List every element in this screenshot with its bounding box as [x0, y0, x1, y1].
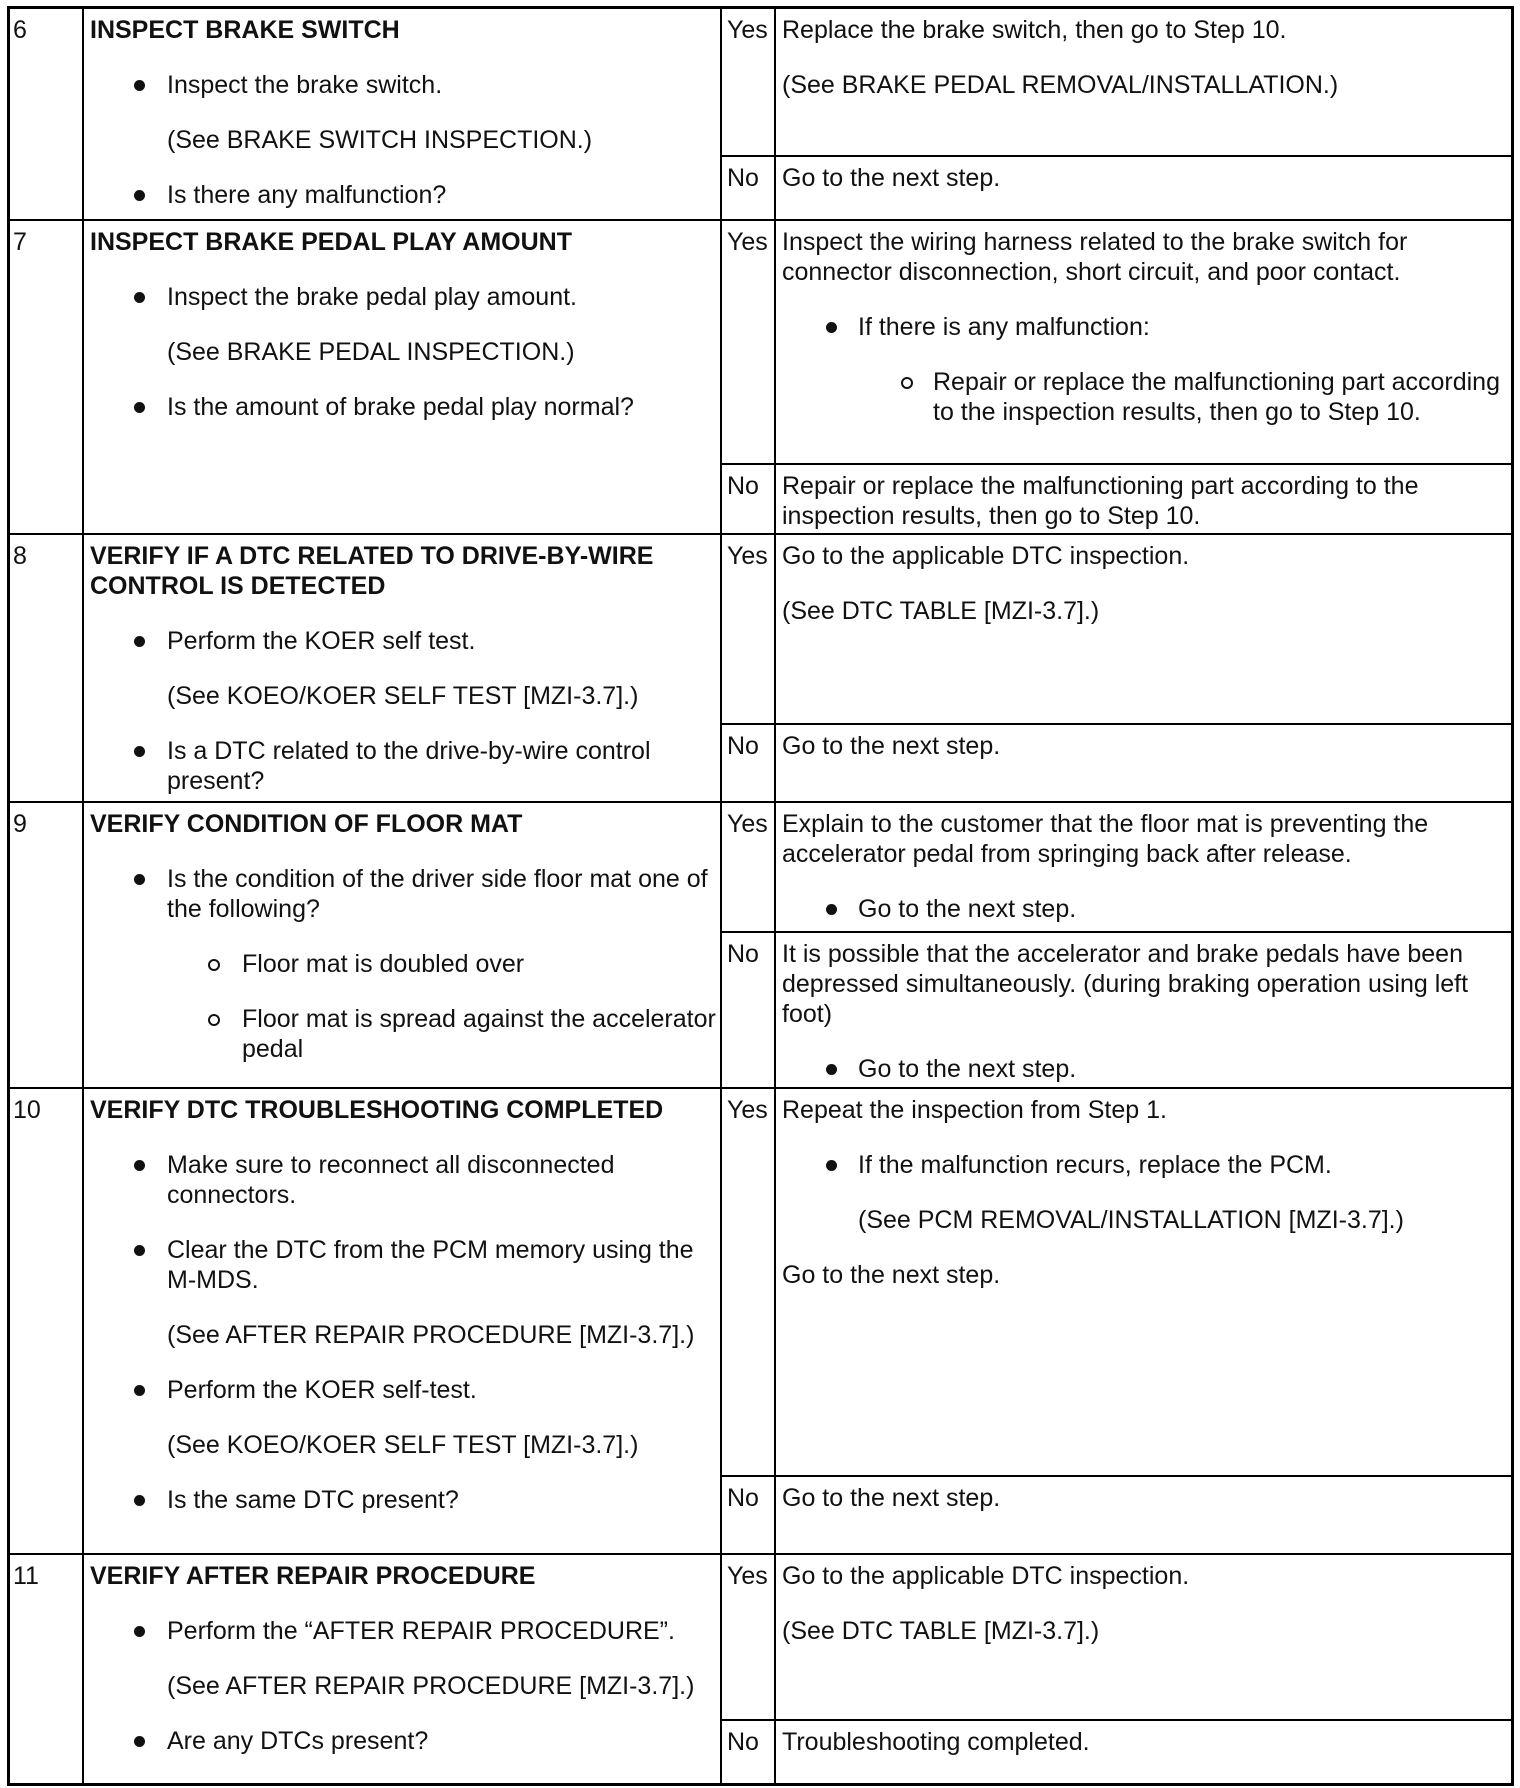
result-line: Explain to the customer that the floor mat is preventing the accelerator pedal from springing back after release.	[782, 810, 1429, 868]
step-title: VERIFY IF A DTC RELATED TO DRIVE-BY-WIRE CONTROL IS DETECTED	[90, 542, 654, 600]
yes-result	[722, 535, 1511, 723]
no-text	[776, 157, 1511, 219]
troubleshooting-table	[7, 6, 1514, 1786]
bullet-item: Perform the KOER self-test.	[90, 1375, 716, 1405]
step-title: VERIFY DTC TROUBLESHOOTING COMPLETED	[90, 1096, 664, 1124]
yes-result	[722, 1089, 1511, 1475]
result-line: Go to the applicable DTC inspection.	[782, 542, 1190, 570]
yes-text	[776, 9, 1511, 155]
result-line: Go to the applicable DTC inspection.	[782, 1562, 1190, 1590]
result-line: Inspect the wiring harness related to the brake switch for connector disconnection, short circuit, and poor contact.	[782, 228, 1408, 286]
step-body	[84, 803, 722, 1087]
table-row-step-11	[10, 1553, 1511, 1783]
reference-text: (See AFTER REPAIR PROCEDURE [MZI-3.7].)	[167, 1672, 695, 1700]
bullet-item: Is the same DTC present?	[90, 1485, 716, 1515]
reference-text: (See DTC TABLE [MZI-3.7].)	[782, 597, 1100, 625]
yes-label: Yes	[722, 535, 776, 723]
result-column	[722, 1555, 1511, 1783]
no-result	[722, 1475, 1511, 1553]
reference-text: (See KOEO/KOER SELF TEST [MZI-3.7].)	[167, 1431, 639, 1459]
no-label: No	[722, 157, 776, 219]
no-label: No	[722, 465, 776, 533]
table-row-step-8	[10, 533, 1511, 801]
yes-result	[722, 1555, 1511, 1719]
step-body	[84, 535, 722, 801]
yes-text	[776, 803, 1511, 931]
bullet-item: Is a DTC related to the drive-by-wire control present?	[90, 736, 716, 796]
bullet-item: Are any DTCs present?	[90, 1726, 716, 1756]
yes-text	[776, 221, 1511, 463]
bullet-item: If there is any malfunction:	[782, 312, 1501, 342]
no-result	[722, 155, 1511, 219]
bullet-item: Is the amount of brake pedal play normal?	[90, 392, 716, 422]
reference-text: (See BRAKE PEDAL REMOVAL/INSTALLATION.)	[782, 71, 1339, 99]
result-line: Repair or replace the malfunctioning part according to the inspection results, then go to Step 10.	[782, 472, 1419, 530]
bullet-item: Go to the next step.	[782, 1054, 1501, 1084]
bullet-item: Inspect the brake pedal play amount.	[90, 282, 716, 312]
no-text	[776, 725, 1511, 801]
no-text	[776, 465, 1511, 533]
yes-result	[722, 221, 1511, 463]
result-line: Go to the next step.	[782, 164, 1001, 192]
yes-label: Yes	[722, 803, 776, 931]
result-line: Go to the next step.	[782, 1261, 1001, 1289]
no-label: No	[722, 725, 776, 801]
step-title: VERIFY AFTER REPAIR PROCEDURE	[90, 1562, 536, 1590]
reference-text: (See KOEO/KOER SELF TEST [MZI-3.7].)	[167, 682, 639, 710]
reference-text: (See BRAKE SWITCH INSPECTION.)	[167, 126, 593, 154]
bullet-item: If the malfunction recurs, replace the PCM.	[782, 1150, 1501, 1180]
step-title: INSPECT BRAKE PEDAL PLAY AMOUNT	[90, 228, 573, 256]
bullet-item: Is there any malfunction?	[90, 180, 716, 210]
table-row-step-9	[10, 801, 1511, 1087]
step-number: 9	[10, 803, 84, 1087]
bullet-item: Inspect the brake switch.	[90, 70, 716, 100]
table-row-step-7	[10, 219, 1511, 533]
no-label: No	[722, 1477, 776, 1553]
step-number: 6	[10, 9, 84, 219]
bullet-item: Clear the DTC from the PCM memory using the M-MDS.	[90, 1235, 716, 1295]
result-line: It is possible that the accelerator and brake pedals have been depressed simultaneously. (during braking operation using left foot)	[782, 940, 1469, 1028]
table-row-step-10	[10, 1087, 1511, 1553]
no-label: No	[722, 933, 776, 1087]
yes-result	[722, 9, 1511, 155]
yes-label: Yes	[722, 1555, 776, 1719]
bullet-item: Make sure to reconnect all disconnected connectors.	[90, 1150, 716, 1210]
no-text	[776, 1721, 1511, 1783]
no-text	[776, 1477, 1511, 1553]
table-row-step-6	[10, 9, 1511, 219]
reference-text: (See DTC TABLE [MZI-3.7].)	[782, 1617, 1100, 1645]
step-number: 10	[10, 1089, 84, 1553]
result-line: Replace the brake switch, then go to Step 10.	[782, 16, 1287, 44]
step-title: VERIFY CONDITION OF FLOOR MAT	[90, 810, 523, 838]
result-column	[722, 803, 1511, 1087]
bullet-item: Is the condition of the driver side floor mat one of the following?	[90, 864, 716, 924]
step-title: INSPECT BRAKE SWITCH	[90, 16, 400, 44]
step-body	[84, 1089, 722, 1553]
yes-label: Yes	[722, 9, 776, 155]
bullet-item: Perform the KOER self test.	[90, 626, 716, 656]
step-body	[84, 9, 722, 219]
no-result	[722, 931, 1511, 1087]
result-line: Go to the next step.	[782, 732, 1001, 760]
result-column	[722, 1089, 1511, 1553]
bullet-item: Go to the next step.	[782, 894, 1501, 924]
result-column	[722, 9, 1511, 219]
no-result	[722, 1719, 1511, 1783]
sub-bullet-item: Repair or replace the malfunctioning part according to the inspection results, then go to Step 10.	[782, 367, 1501, 427]
step-number: 8	[10, 535, 84, 801]
sub-bullet-item: Floor mat is spread against the accelerator pedal	[90, 1004, 716, 1064]
result-line: Repeat the inspection from Step 1.	[782, 1096, 1167, 1124]
yes-label: Yes	[722, 1089, 776, 1475]
yes-text	[776, 1555, 1511, 1719]
reference-text: (See PCM REMOVAL/INSTALLATION [MZI-3.7].)	[858, 1206, 1404, 1234]
yes-text	[776, 535, 1511, 723]
no-label: No	[722, 1721, 776, 1783]
result-column	[722, 221, 1511, 533]
yes-label: Yes	[722, 221, 776, 463]
yes-result	[722, 803, 1511, 931]
step-body	[84, 1555, 722, 1783]
sub-bullet-item: Floor mat is doubled over	[90, 949, 716, 979]
step-body	[84, 221, 722, 533]
step-number: 7	[10, 221, 84, 533]
no-result	[722, 463, 1511, 533]
result-line: Go to the next step.	[782, 1484, 1001, 1512]
no-text	[776, 933, 1511, 1087]
result-line: Troubleshooting completed.	[782, 1728, 1090, 1756]
bullet-item: Perform the “AFTER REPAIR PROCEDURE”.	[90, 1616, 716, 1646]
reference-text: (See BRAKE PEDAL INSPECTION.)	[167, 338, 575, 366]
result-column	[722, 535, 1511, 801]
reference-text: (See AFTER REPAIR PROCEDURE [MZI-3.7].)	[167, 1321, 695, 1349]
step-number: 11	[10, 1555, 84, 1783]
yes-text	[776, 1089, 1511, 1475]
no-result	[722, 723, 1511, 801]
